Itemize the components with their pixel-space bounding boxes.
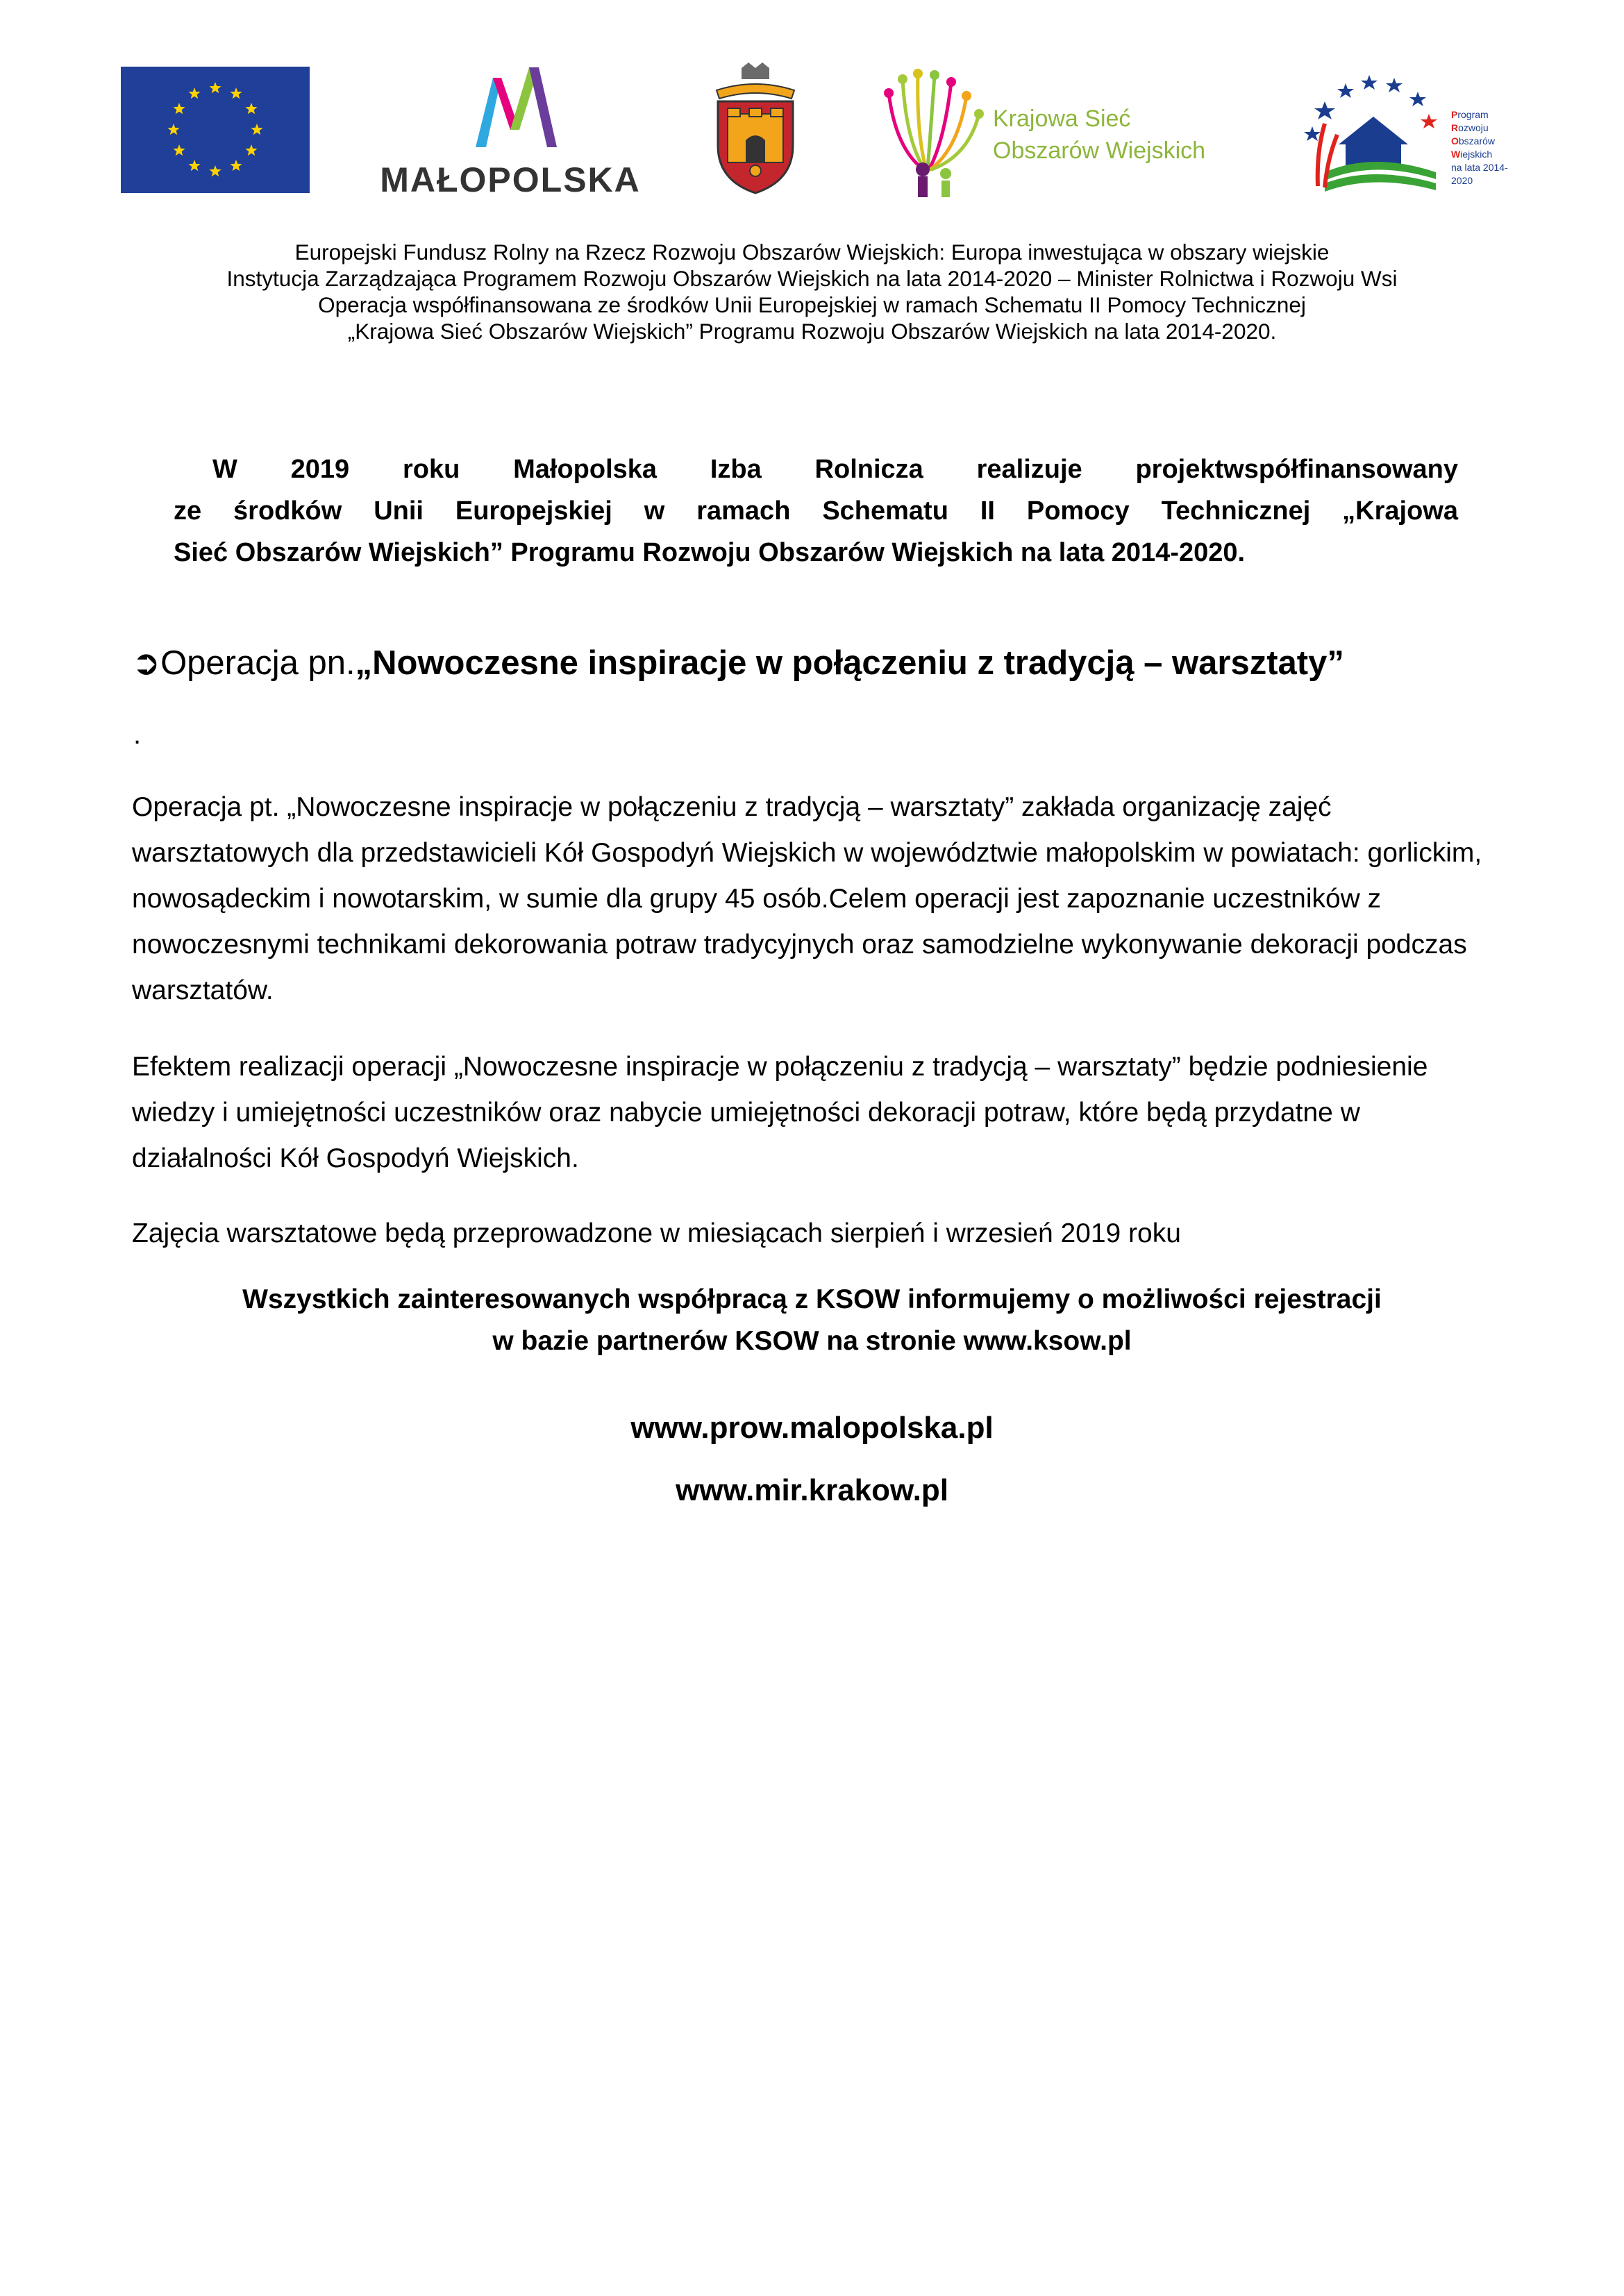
schedule-paragraph: Zajęcia warsztatowe będą przeprowadzone w miesiącach sierpień i wrzesień 2019 roku (132, 1218, 1181, 1248)
malopolska-logo-icon (375, 64, 646, 154)
operation-title (132, 642, 1344, 685)
ksow-name-line1: Krajowa Sieć (993, 106, 1131, 132)
prow-name (1451, 108, 1519, 187)
prow-name-line: Obszarów (1451, 135, 1496, 146)
operation-prefix: Operacja pn. (160, 644, 355, 682)
prow-link[interactable]: www.prow.malopolska.pl (630, 1411, 994, 1445)
prow-name-line: Program (1451, 109, 1489, 120)
registration-line: Wszystkich zainteresowanych współpracą z KSOW informujemy o możliwości rejestracji (242, 1284, 1382, 1314)
ksow-logo-icon (875, 65, 993, 200)
malopolska-name: MAŁOPOLSKA (380, 160, 641, 199)
ksow-logo (875, 65, 1236, 200)
intro-line: Sieć Obszarów Wiejskich” Programu Rozwoju Obszarów Wiejskich na lata 2014-2020. (174, 538, 1246, 567)
funding-header-line: Instytucja Zarządzająca Programem Rozwoju Obszarów Wiejskich na lata 2014-2020 – Minister Rolnictwa i Rozwoju Wsi (226, 266, 1398, 291)
prow-logo-icon (1297, 68, 1443, 193)
ksow-name-line2: Obszarów Wiejskich (993, 137, 1206, 164)
intro-line: ze środków Unii Europejskiej w ramach Schematu II Pomocy Technicznej „Krajowa (174, 496, 1458, 526)
prow-name-line: Wiejskich (1451, 149, 1493, 160)
prow-logo (1297, 68, 1519, 193)
mir-link[interactable]: www.mir.krakow.pl (676, 1473, 948, 1507)
ksow-name (993, 103, 1205, 167)
description-paragraph: Operacja pt. „Nowoczesne inspiracje w połączeniu z tradycją – warsztaty” zakłada organizację zajęć warsztatowych dla przedstawicieli Kół Gospodyń Wiejskich w województwie małopolskim w powiatach: gorlickim, nowosądeckim i nowotarskim, w sumie dla grupy 45 osób.Celem operacji jest zapoznanie uczestników z nowoczesnymi technikami dekorowania potraw tradycyjnych oraz samodzielne wykonywanie dekoracji podczas warsztatów. (132, 792, 1482, 1005)
funding-header-line: Operacja współfinansowana ze środków Unii Europejskiej w ramach Schematu II Pomocy Technicznej (318, 292, 1306, 317)
registration-line: w bazie partnerów KSOW na stronie www.ksow.pl (492, 1326, 1132, 1356)
funding-header-line: „Krajowa Sieć Obszarów Wiejskich” Programu Rozwoju Obszarów Wiejskich na lata 2014-2020. (347, 319, 1277, 344)
prow-name-line: na lata 2014-2020 (1451, 162, 1508, 186)
intro-line: W 2019 roku Małopolska Izba Rolnicza realizuje projektwspółfinansowany (212, 455, 1458, 484)
prow-name-line: Rozwoju (1451, 122, 1489, 133)
coat-of-arms-icon (707, 62, 804, 194)
intro-paragraph (174, 449, 1458, 573)
operation-name: „Nowoczesne inspiracje w połączeniu z tradycją – warsztaty” (355, 644, 1344, 682)
arrow-icon: ➲ (132, 644, 161, 682)
malopolska-logo (375, 64, 646, 200)
eu-flag-icon (121, 67, 310, 193)
registration-note (0, 1279, 1624, 1362)
effect-paragraph: Efektem realizacji operacji „Nowoczesne inspiracje w połączeniu z tradycją – warsztaty” będzie podniesienie wiedzy i umiejętności uczestników oraz nabycie umiejętności dekoracji potraw, które będą przydatne w działalności Kół Gospodyń Wiejskich. (132, 1052, 1428, 1173)
funding-header-line: Europejski Fundusz Rolny na Rzecz Rozwoju Obszarów Wiejskich: Europa inwestująca w obszary wiejskie (294, 240, 1330, 265)
logo-bar (0, 0, 1624, 208)
funding-header (0, 239, 1624, 344)
separator-dot: . (133, 719, 142, 750)
